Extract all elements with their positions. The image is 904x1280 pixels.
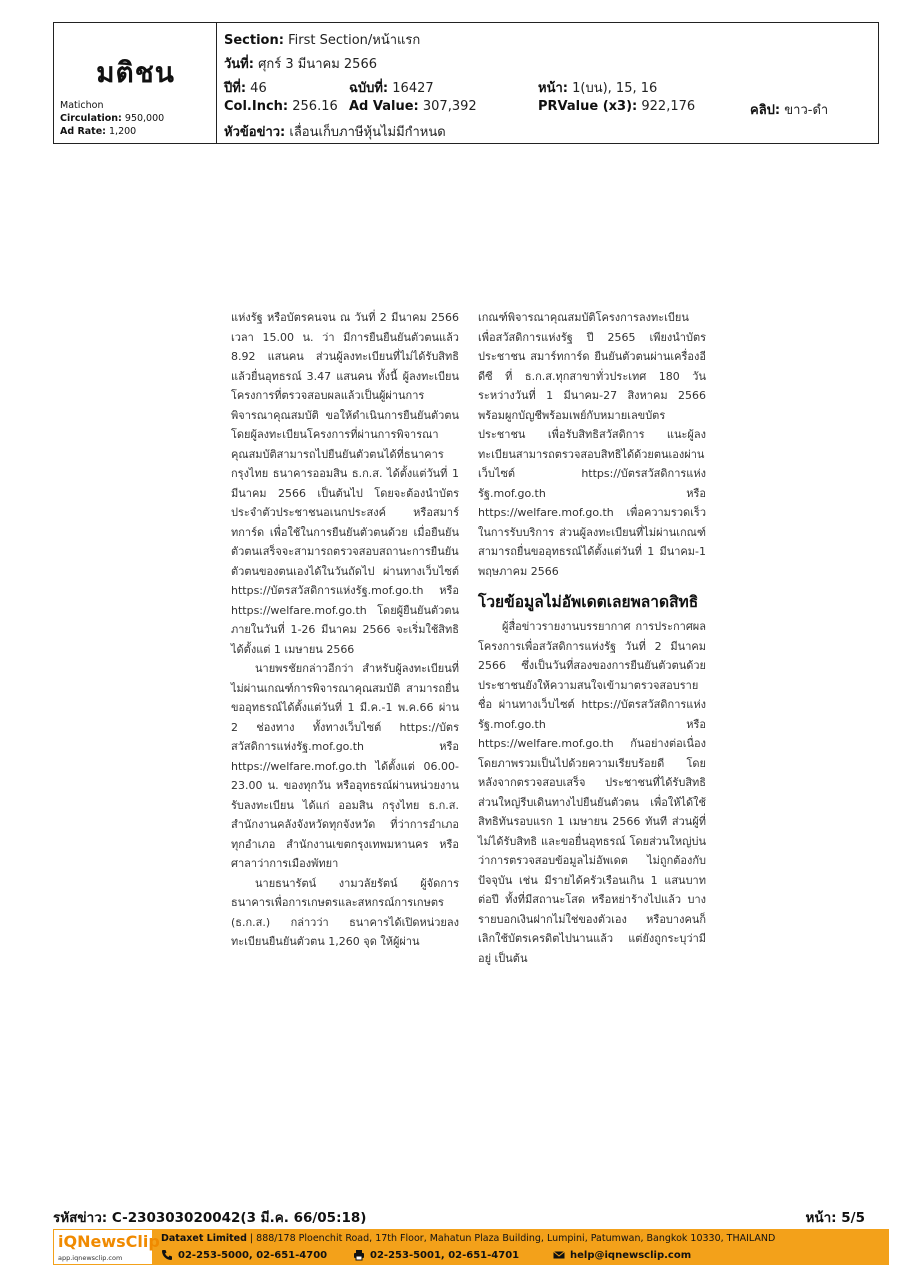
page-counter: หน้า: 5/5 [805, 1210, 865, 1226]
clip-field: คลิป: ขาว-ดำ [750, 103, 829, 118]
brand-url: app.iqnewsclip.com [58, 1254, 123, 1262]
clipping-header [53, 22, 879, 144]
email-icon [553, 1249, 565, 1261]
ad-value-field: Ad Value: 307,392 [349, 99, 477, 114]
paragraph: เกณฑ์พิจารณาคุณสมบัติโครงการลงทะเบียนเพื่อสวัสดิการแห่งรัฐ ปี 2565 เพียงนำบัตรประชาชน สมาร์ทการ์ด ยืนยันตัวตนผ่านเครื่องอีดีซี ที่ ธ.ก.ส.ทุกสาขาทั่วประเทศ 180 วัน ระหว่างวันที่ 1 มีนาคม-27 สิงหาคม 2566 พร้อมผูกบัญชีพร้อมเพย์กับหมายเลขบัตรประชาชน เพื่อรับสิทธิสวัสดิการ แนะผู้ลงทะเบียนสามารถตรวจสอบสิทธิได้ด้วยตนเองผ่านเว็บไซต์ https://บัตรสวัสดิการแห่งรัฐ.mof.go.th หรือ https://welfare.mof.go.th เพื่อความรวดเร็วในการรับบริการ ส่วนผู้ลงทะเบียนที่ไม่ผ่านเกณฑ์ สามารถยื่นขออุทธรณ์ได้ตั้งแต่วันที่ 1 มีนาคม-1 พฤษภาคม 2566 [478, 311, 706, 578]
issue-field: ฉบับที่: 16427 [349, 81, 434, 96]
footer-bar [53, 1229, 889, 1265]
article-column-1 [231, 308, 459, 952]
headline-field: หัวข้อข่าว: เลื่อนเก็บภาษีหุ้นไม่มีกำหนด [224, 125, 446, 140]
fax-icon [353, 1249, 365, 1261]
pr-value-field: PRValue (x3): 922,176 [538, 99, 696, 114]
phone-numbers: 02-253-5000, 02-651-4700 [178, 1249, 328, 1261]
publication-panel [54, 23, 217, 143]
ad-rate: Ad Rate: 1,200 [60, 126, 137, 137]
fax-contact [353, 1249, 519, 1261]
paragraph: นายพรชัยกล่าวอีกว่า สำหรับผู้ลงทะเบียนที่ไม่ผ่านเกณฑ์การพิจารณาคุณสมบัติ สามารถยื่นขออุทธรณ์ได้ตั้งแต่วันที่ 1 มี.ค.-1 พ.ค.66 ผ่าน 2 ช่องทาง ทั้งทางเว็บไซต์ https://บัตรสวัสดิการแห่งรัฐ.mof.go.th หรือ https://welfare.mof.go.th ได้ตั้งแต่ 06.00-23.00 น. ของทุกวัน หรืออุทธรณ์ผ่านหน่วยงานรับลงทะเบียน ได้แก่ ออมสิน กรุงไทย ธ.ก.ส. สำนักงานคลังจังหวัดทุกจังหวัด ที่ว่าการอำเภอทุกอำเภอ สำนักงานเขตกรุงเทพมหานคร หรือศาลาว่าการเมืองพัทยา [231, 662, 459, 870]
publication-logo: มติชน [96, 56, 175, 89]
publication-name: Matichon [60, 100, 104, 111]
date-field: วันที่: ศุกร์ 3 มีนาคม 2566 [224, 57, 377, 72]
email-contact [553, 1249, 691, 1261]
news-code: รหัสข่าว: C-230303020042(3 มี.ค. 66/05:18) [53, 1210, 367, 1226]
brand-name: iQNewsClip [58, 1232, 160, 1251]
iqnewsclip-logo [53, 1229, 160, 1265]
section-field: Section: First Section/หน้าแรก [224, 33, 421, 48]
paragraph: ผู้สื่อข่าวรายงานบรรยากาศ การประกาศผลโครงการเพื่อสวัสดิการแห่งรัฐ วันที่ 2 มีนาคม 2566 ซึ่งเป็นวันที่สองของการยืนยันตัวตนด้วย ประชาชนยังให้ความสนใจเข้ามาตรวจสอบรายชื่อ ผ่านทางเว็บไซต์ https://บัตรสวัสดิการแห่งรัฐ.mof.go.th หรือ https://welfare.mof.go.th กันอย่างต่อเนื่อง โดยภาพรวมเป็นไปด้วยความเรียบร้อยดี โดยหลังจากตรวจสอบเสร็จ ประชาชนที่ได้รับสิทธิ ส่วนใหญ่รีบเดินทางไปยืนยันตัวตน เพื่อให้ได้ใช้สิทธิทันรอบแรก 1 เมษายน 2566 ทันที ส่วนผู้ที่ไม่ได้รับสิทธิ และขอยื่นอุทธรณ์ โดยส่วนใหญ่บ่นว่าการตรวจสอบข้อมูลไม่อัพเดต ไม่ถูกต้องกับปัจจุบัน เช่น มีรายได้ครัวเรือนเกิน 1 แสนบาทต่อปี ทั้งที่มีสถานะโสด หรือหย่าร้างไปแล้ว บางรายบอกเงินฝากไม่ใช่ของตัวเอง หรือบางคนก็เลิกใช้บัตรเครดิตไปนานแล้ว แต่ยังถูกระบุว่ามีอยู่ เป็นต้น [478, 620, 706, 965]
phone-contact [161, 1249, 327, 1261]
email-address: help@iqnewsclip.com [570, 1249, 692, 1261]
page-field: หน้า: 1(บน), 15, 16 [538, 81, 658, 96]
year-field: ปีที่: 46 [224, 81, 267, 96]
article-column-2 [478, 308, 706, 968]
paragraph: แห่งรัฐ หรือบัตรคนจน ณ วันที่ 2 มีนาคม 2566 เวลา 15.00 น. ว่า มีการยืนยืนยันตัวตนแล้ว 8.92 แสนคน ส่วนผู้ลงทะเบียนที่ไม่ได้รับสิทธิแล้วยื่นอุทธรณ์ 3.47 แสนคน ทั้งนี้ ผู้ลงทะเบียนโครงการที่ตรวจสอบผลแล้วเป็นผู้ผ่านการพิจารณาคุณสมบัติ ขอให้ดำเนินการยืนยันตัวตน โดยผู้ลงทะเบียนโครงการที่ผ่านการพิจารณาคุณสมบัติสามารถไปยืนยันตัวตนได้ที่ธนาคารกรุงไทย ธนาคารออมสิน ธ.ก.ส. ได้ตั้งแต่วันที่ 1 มีนาคม 2566 เป็นต้นไป โดยจะต้องนำบัตรประจำตัวประชาชนอเนกประสงค์ หรือสมาร์ทการ์ด เพื่อใช้ในการยืนยันตัวตนด้วย เมื่อยืนยันตัวตนเสร็จจะสามารถตรวจสอบสถานะการยืนยันตัวตนของตนเองได้ในวันถัดไป ผ่านทางเว็บไซต์ https://บัตรสวัสดิการแห่งรัฐ.mof.go.th หรือ https://welfare.mof.go.th โดยผู้ยืนยันตัวตนภายในวันที่ 1-26 มีนาคม 2566 จะเริ่มใช้สิทธิได้ตั้งแต่ 1 เมษายน 2566 [231, 311, 459, 656]
col-inch-field: Col.Inch: 256.16 [224, 99, 338, 114]
fax-numbers: 02-253-5001, 02-651-4701 [370, 1249, 520, 1261]
company-address: Dataxet Limited | 888/178 Ploenchit Road, 17th Floor, Mahatun Plaza Building, Lumpini, Patumwan, Bangkok 10330, THAILAND [161, 1233, 776, 1244]
article-subheading: โวยข้อมูลไม่อัพเดตเลยพลาดสิทธิ [478, 593, 699, 611]
phone-icon [161, 1249, 173, 1261]
circulation: Circulation: 950,000 [60, 113, 165, 124]
paragraph: นายธนารัตน์ งามวลัยรัตน์ ผู้จัดการธนาคารเพื่อการเกษตรและสหกรณ์การเกษตร (ธ.ก.ส.) กล่าวว่า ธนาคารได้เปิดหน่วยลงทะเบียนยืนยันตัวตน 1,260 จุด ให้ผู้ผ่าน [231, 876, 459, 948]
